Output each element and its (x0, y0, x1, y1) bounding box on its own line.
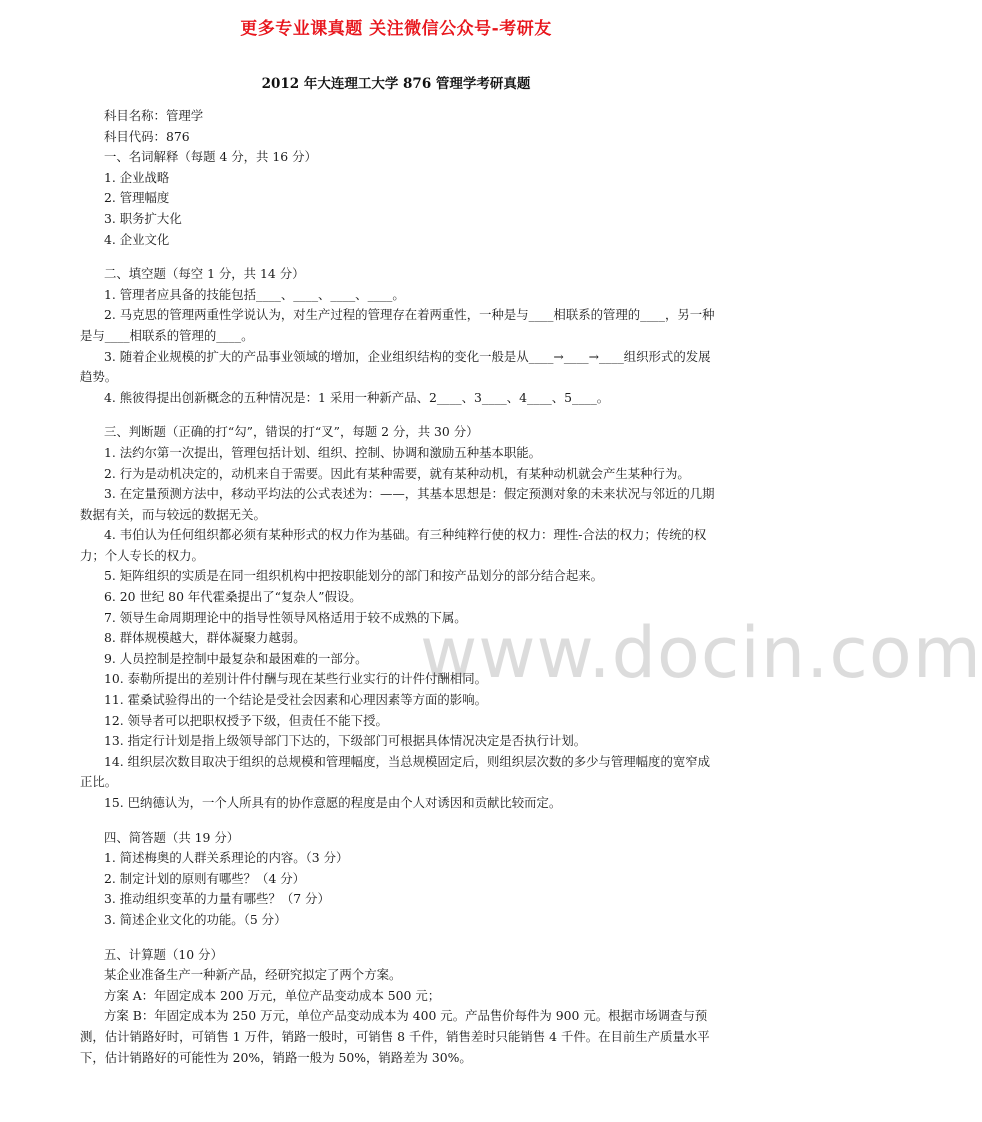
section2-item: 1. 管理者应具备的技能包括____、____、____、____。 (104, 286, 405, 302)
section3-item: 15. 巴纳德认为，一个人所具有的协作意愿的程度是由个人对诱因和贡献比较而定。 (104, 795, 562, 810)
section2-item: 2. 马克思的管理两重性学说认为，对生产过程的管理存在着两重性，一种是与____相联系的管理的____，另一种是与____相联系的管理的____。 (80, 307, 715, 343)
section2-heading: 二、填空题（每空 1 分，共 14 分） (104, 266, 305, 282)
section3-item: 6. 20 世纪 80 年代霍桑提出了“复杂人”假设。 (104, 589, 362, 605)
section1-item: 2. 管理幅度 (104, 190, 170, 206)
section2-item: 3. 随着企业规模的扩大的产品事业领域的增加，企业组织结构的变化一般是从____→____→____组织形式的发展趋势。 (80, 348, 711, 385)
section4-item: 2. 制定计划的原则有哪些？（4 分） (104, 870, 306, 886)
section3-item: 14. 组织层次数目取决于组织的总规模和管理幅度，当总规模固定后，则组织层次数的多少与管理幅度的宽窄成正比。 (80, 753, 711, 790)
section1-item: 3. 职务扩大化 (104, 210, 182, 226)
subject-code: 科目代码：876 (104, 128, 190, 144)
section3-item: 11. 霍桑试验得出的一个结论是受社会因素和心理因素等方面的影响。 (104, 692, 487, 708)
section3-item: 5. 矩阵组织的实质是在同一组织机构中把按职能划分的部门和按产品划分的部分结合起来。 (104, 568, 603, 584)
section3-item: 13. 指定行计划是指上级领导部门下达的，下级部门可根据具体情况决定是否执行计划。 (104, 733, 587, 749)
section5-intro: 某企业准备生产一种新产品，经研究拟定了两个方案。 (104, 967, 402, 983)
section3-item: 1. 法约尔第一次提出，管理包括计划、组织、控制、协调和激励五种基本职能。 (104, 444, 542, 460)
section3-item: 2. 行为是动机决定的，动机来自于需要。因此有某种需要，就有某种动机，有某种动机就会产生某种行为。 (104, 465, 690, 481)
exam-content (80, 106, 716, 1068)
docin-watermark: www.docin.com (420, 612, 982, 694)
subject-name: 科目名称：管理学 (104, 108, 204, 123)
section5-plan-b: 方案 B：年固定成本为 250 万元，单位产品变动成本为 400 元。产品售价每件为 900 元。根据市场调查与预测，估计销路好时，可销售 1 万件，销路一般时，可销售 8 千件，销售差时只能销售 4 千件。在目前生产质量水平下，估计销路好的可能性为 20%，销路一般为 50%，销路差为 30%。 (80, 1008, 710, 1065)
section4-item: 1. 简述梅奥的人群关系理论的内容。（3 分） (104, 850, 349, 866)
section1-heading: 一、名词解释（每题 4 分，共 16 分） (104, 149, 317, 165)
promo-banner: 更多专业课真题 关注微信公众号-考研友 (240, 19, 552, 39)
section2-item: 4. 熊彼得提出创新概念的五种情况是：1 采用一种新产品、2____、3____、4____、5____。 (104, 389, 610, 405)
section3-item: 9. 人员控制是控制中最复杂和最困难的一部分。 (104, 650, 368, 666)
section3-item: 12. 领导者可以把职权授予下级，但责任不能下授。 (104, 712, 388, 728)
section3-item: 7. 领导生命周期理论中的指导性领导风格适用于较不成熟的下属。 (104, 609, 467, 625)
section4-item: 3. 推动组织变革的力量有哪些？（7 分） (104, 891, 330, 907)
section1-item: 4. 企业文化 (104, 231, 170, 247)
section1-item: 1. 企业战略 (104, 169, 170, 185)
section3-item: 10. 泰勒所提出的差别计件付酬与现在某些行业实行的计件付酬相同。 (104, 671, 487, 687)
section3-item: 8. 群体规模越大，群体凝聚力越弱。 (104, 630, 306, 646)
section5-plan-a: 方案 A：年固定成本 200 万元，单位产品变动成本 500 元； (104, 987, 441, 1003)
section4-item: 3. 简述企业文化的功能。（5 分） (104, 911, 287, 927)
section3-heading: 三、判断题（正确的打“勾”，错误的打“叉”，每题 2 分，共 30 分） (104, 424, 479, 440)
section4-heading: 四、简答题（共 19 分） (104, 829, 240, 845)
page-title: 2012 年大连理工大学 876 管理学考研真题 (261, 76, 531, 92)
section3-item: 3. 在定量预测方法中，移动平均法的公式表述为：——，其基本思想是：假定预测对象的未来状况与邻近的几期数据有关，而与较远的数据无关。 (80, 486, 715, 522)
section3-item: 4. 韦伯认为任何组织都必须有某种形式的权力作为基础。有三种纯粹行使的权力：理性-合法的权力；传统的权力；个人专长的权力。 (80, 527, 707, 563)
section5-heading: 五、计算题（10 分） (104, 946, 223, 962)
